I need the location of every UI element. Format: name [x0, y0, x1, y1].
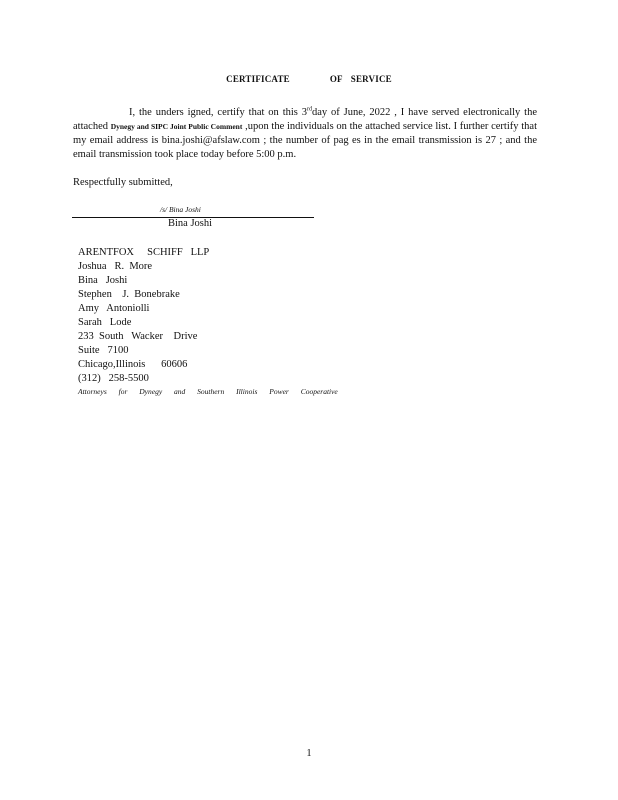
body-text-part1: I, the unders igned, certify that on this 3: [129, 107, 307, 118]
address-line: Joshua R. More: [78, 261, 153, 272]
address-line: Sarah Lode: [78, 317, 132, 328]
address-line: Chicago,Illinois 60606: [78, 359, 188, 370]
signer-name: Bina Joshi: [168, 218, 213, 229]
document-name: Dynegy and SIPC Joint Public Comment: [110, 122, 243, 131]
certification-paragraph: [73, 106, 537, 162]
page-number: 1: [306, 748, 312, 759]
address-line: Amy Antoniolli: [78, 303, 150, 314]
title-word-service: SERVICE: [350, 74, 392, 84]
attorneys-for-line: Attorneys for Dynegy and Southern Illinois Power Cooperative: [78, 387, 338, 396]
firm-name: ARENTFOX SCHIFF LLP: [78, 247, 210, 258]
page-title: [0, 74, 618, 84]
address-line: Bina Joshi: [78, 275, 128, 286]
address-line: Suite 7100: [78, 345, 129, 356]
body-text-part2: day of June, 2022 , I have served electronically the attached: [73, 107, 537, 132]
closing-text: Respectfully submitted,: [73, 177, 173, 188]
title-word-of: OF: [329, 74, 343, 84]
electronic-signature: /s/ Bina Joshi: [160, 205, 201, 214]
day-suffix: rd: [307, 106, 312, 113]
address-line: (312) 258-5500: [78, 373, 149, 384]
address-line: 233 South Wacker Drive: [78, 331, 198, 342]
address-line: Stephen J. Bonebrake: [78, 289, 180, 300]
title-word-certificate: CERTIFICATE: [226, 74, 290, 84]
address-block: [78, 246, 209, 386]
body-text-part3: ,upon the individuals on the attached service list. I further certify that my email address is bina.joshi@afslaw.com ; the number of pag es in the email transmission is 27 ; and the email transmission took place today before 5:00 p.m.: [73, 121, 537, 160]
